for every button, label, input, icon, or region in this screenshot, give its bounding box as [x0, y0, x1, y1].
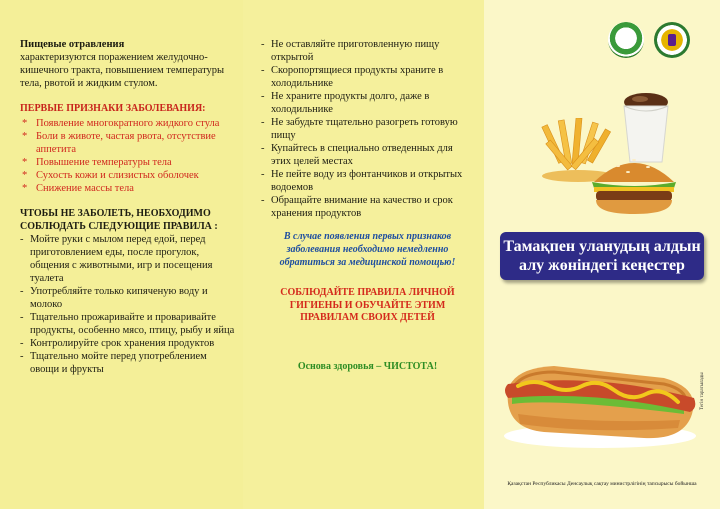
cover-title: Тамақпен уланудың алдын алу жөніндегі кеңестер — [503, 238, 701, 274]
left-panel — [0, 0, 243, 509]
list-item: * Снижение массы тела — [20, 182, 235, 195]
hygiene-slogan: СОБЛЮДАЙТЕ ПРАВИЛА ЛИЧНОЙ ГИГИЕНЫ И ОБУЧАЙТЕ ЭТИМ ПРАВИЛАМ СВОИХ ДЕТЕЙ — [280, 287, 455, 323]
list-item: - Употребляйте только кипяченую воду и молоко — [20, 285, 235, 311]
list-item: * Появление многократного жидкого стула — [20, 117, 235, 130]
cover-title-box — [500, 232, 704, 280]
list-item: - Мойте руки с мылом перед едой, перед приготовлением еды, после прогулок, общения с животными, игр и посещения туалета — [20, 233, 235, 285]
list-item: - Тщательно мойте перед употреблением овощи и фрукты — [20, 350, 235, 376]
list-item: - Купайтесь в специально отведенных для этих целей местах — [261, 142, 474, 168]
list-item: - Обращайте внимание на качество и срок хранения продуктов — [261, 194, 474, 220]
list-item: - Скоропортящиеся продукты храните в холодильнике — [261, 64, 474, 90]
ministry-logo-icon — [608, 22, 644, 58]
cover-panel — [484, 0, 720, 509]
list-item: * Сухость кожи и слизистых оболочек — [20, 169, 235, 182]
middle-panel — [243, 0, 484, 509]
hot-dog-icon — [494, 328, 706, 458]
signs-heading: ПЕРВЫЕ ПРИЗНАКИ ЗАБОЛЕВАНИЯ: — [20, 103, 206, 114]
list-item: - Не храните продукты долго, даже в холодильнике — [261, 90, 474, 116]
free-distribution-note: Тегін таратылады — [700, 372, 705, 410]
list-item: - Тщательно прожаривайте и проваривайте продукты, особенно мясо, птицу, рыбу и яйца — [20, 311, 235, 337]
signs-list — [20, 117, 235, 195]
rules-list-continued — [261, 38, 474, 220]
intro-heading: Пищевые отравления — [20, 39, 125, 50]
rules-heading: ЧТОБЫ НЕ ЗАБОЛЕТЬ, НЕОБХОДИМО СОБЛЮДАТЬ СЛЕДУЮЩИЕ ПРАВИЛА : — [20, 208, 218, 232]
list-item: - Не оставляйте приготовленную пищу открытой — [261, 38, 474, 64]
list-item: * Повышение температуры тела — [20, 156, 235, 169]
intro-text: характеризуются поражением желудочно-кишечного тракта, повышением температуры тела, рвотой и жидким стулом. — [20, 52, 225, 89]
list-item: - Контролируйте срок хранения продуктов — [20, 337, 235, 350]
list-item: * Боли в животе, частая рвота, отсутствие аппетита — [20, 130, 235, 156]
emblem-logo-icon — [654, 22, 690, 58]
list-item: - Не забудьте тщательно разогреть готовую пищу — [261, 116, 474, 142]
list-item: - Не пейте воду из фонтанчиков и открытых водоемов — [261, 168, 474, 194]
burger-icon — [588, 150, 680, 220]
ministry-footer: Қазақстан Республикасы Денсаулық сақтау министрлігінің тапсырысы бойынша — [507, 481, 697, 487]
health-motto: Основа здоровья – ЧИСТОТА! — [297, 360, 438, 372]
rules-list — [20, 233, 235, 376]
medical-notice: В случае появления первых признаков заболевания необходимо немедленно обратиться за медицинской помощью! — [279, 231, 456, 268]
